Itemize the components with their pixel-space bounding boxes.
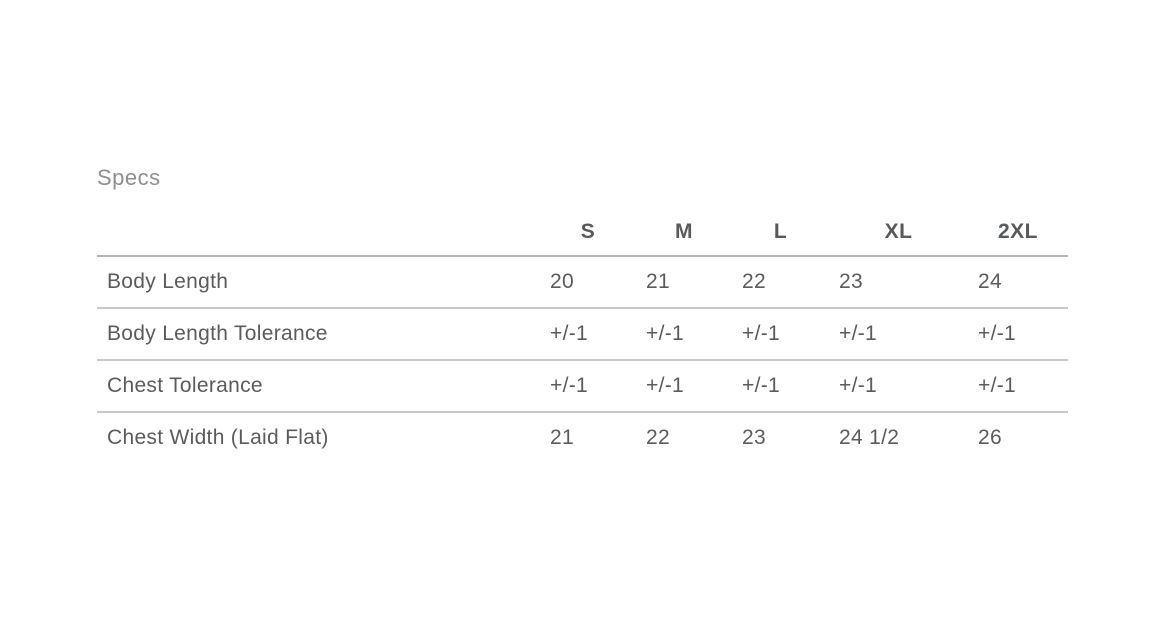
spec-value: 20 — [540, 256, 636, 308]
spec-value: +/-1 — [636, 308, 732, 360]
spec-value: +/-1 — [968, 308, 1068, 360]
spec-value: 22 — [732, 256, 829, 308]
specs-section-title: Specs — [97, 165, 161, 190]
col-header-2xl: 2XL — [968, 220, 1068, 256]
corner-cell — [97, 220, 540, 256]
specs-table — [97, 220, 1068, 463]
specs-table-header-row — [97, 220, 1068, 256]
table-row-body-length — [97, 256, 1068, 308]
spec-value: 24 — [968, 256, 1068, 308]
row-label: Chest Width (Laid Flat) — [107, 426, 329, 449]
table-row-chest-tolerance — [97, 360, 1068, 412]
spec-value: +/-1 — [540, 308, 636, 360]
spec-value: +/-1 — [732, 308, 829, 360]
row-label: Chest Tolerance — [97, 360, 540, 412]
spec-value: 22 — [646, 426, 670, 449]
spec-value: +/-1 — [829, 308, 968, 360]
spec-value: +/-1 — [636, 360, 732, 412]
spec-value: 24 1/2 — [839, 426, 900, 449]
spec-value: 21 — [550, 426, 574, 449]
spec-value: +/-1 — [829, 360, 968, 412]
table-row-body-length-tolerance — [97, 308, 1068, 360]
table-row-chest-width-laid-flat — [97, 412, 1068, 463]
spec-value: +/-1 — [968, 360, 1068, 412]
spec-value: 21 — [636, 256, 732, 308]
spec-value: 23 — [829, 256, 968, 308]
spec-value: +/-1 — [540, 360, 636, 412]
row-label: Body Length Tolerance — [97, 308, 540, 360]
spec-value: +/-1 — [732, 360, 829, 412]
col-header-xl: XL — [829, 220, 968, 256]
col-header-m: M — [636, 220, 732, 256]
col-header-s: S — [540, 220, 636, 256]
spec-value: 26 — [978, 426, 1002, 449]
row-label: Body Length — [97, 256, 540, 308]
col-header-l: L — [732, 220, 829, 256]
spec-value: 23 — [742, 426, 766, 449]
